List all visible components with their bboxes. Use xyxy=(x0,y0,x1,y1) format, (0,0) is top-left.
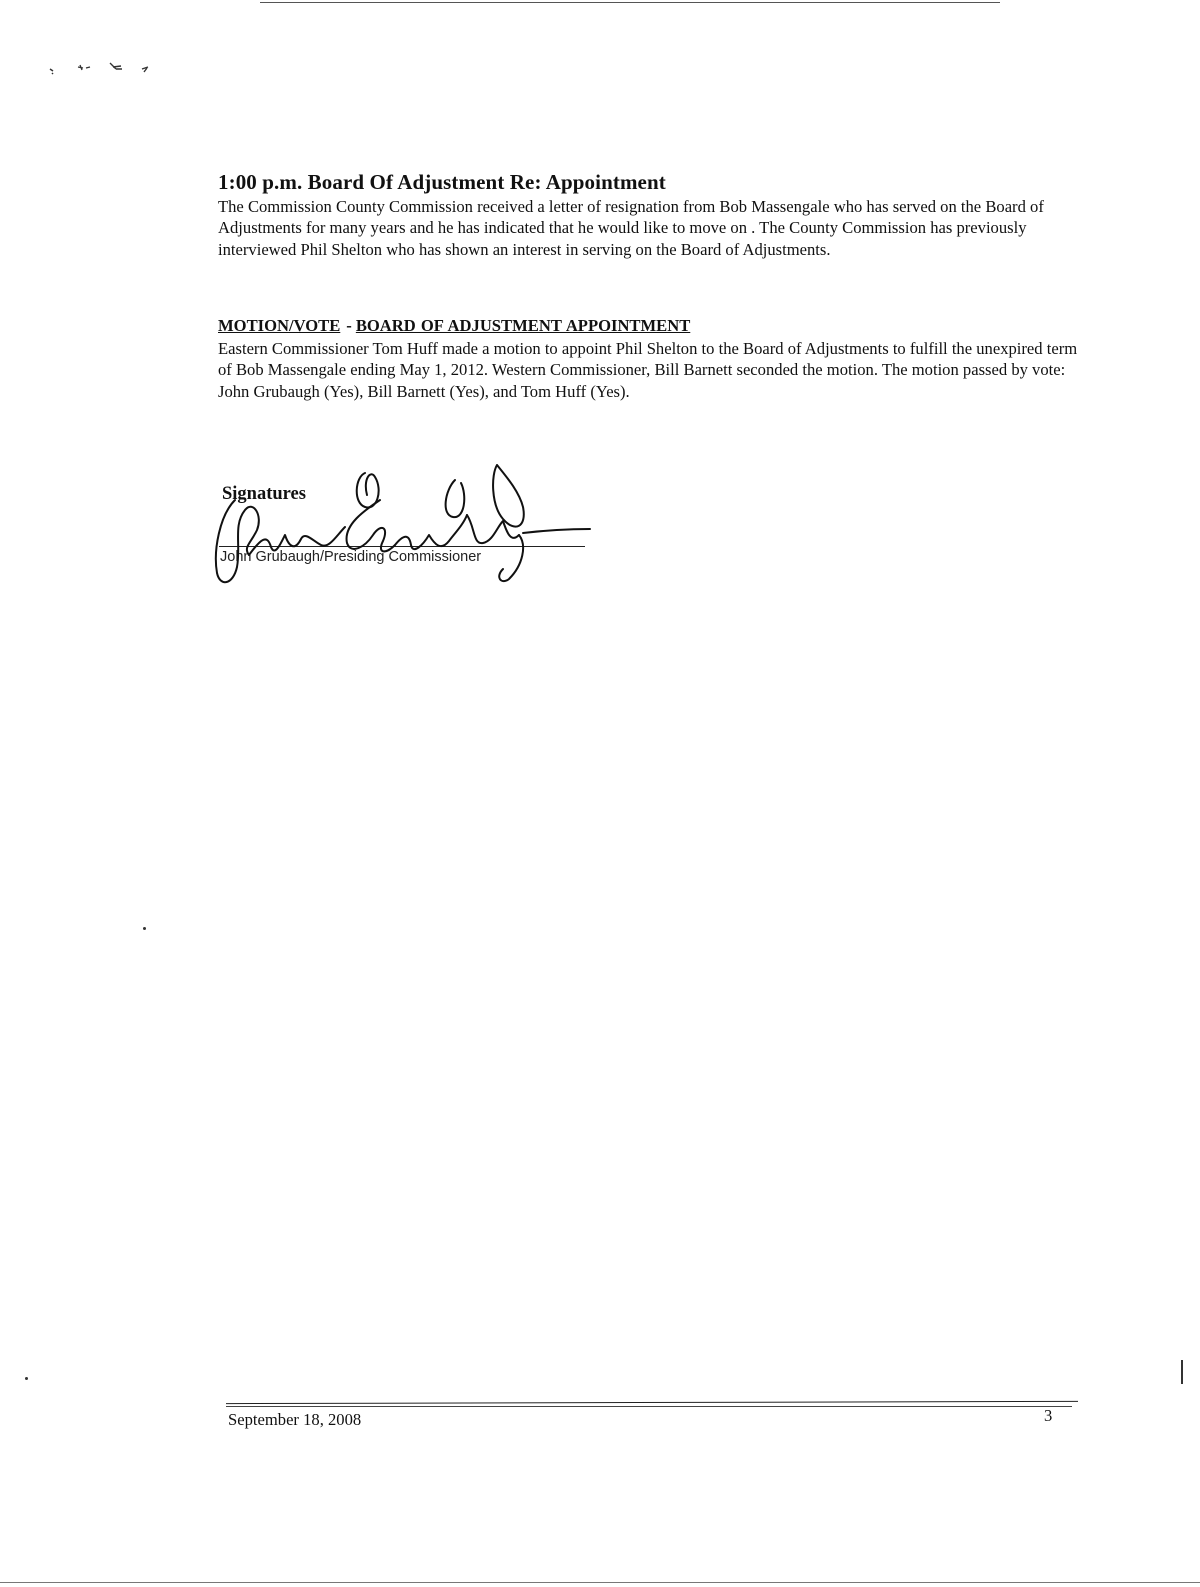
section-body: The Commission County Commission received a letter of resignation from Bob Massengale who has served on the Board of Adjustments for many years and he has indicated that he would like to move on . The County Commission has previously interviewed Phil Shelton who has shown an interest in serving on the Board of Adjustments. xyxy=(218,197,1044,259)
motion-heading xyxy=(218,316,690,336)
scan-edge-line xyxy=(260,2,1000,3)
signatures-label: Signatures xyxy=(222,484,306,504)
scan-dot xyxy=(25,1377,28,1380)
motion-heading-separator: - xyxy=(346,316,352,335)
signer-caption: John Grubaugh/Presiding Commissioner xyxy=(220,549,482,565)
scan-dot xyxy=(143,927,146,930)
scan-edge-mark xyxy=(1181,1360,1183,1384)
scan-artifact-marks xyxy=(30,55,170,85)
motion-body: Eastern Commissioner Tom Huff made a motion to appoint Phil Shelton to the Board of Adjustments to fulfill the unexpired term of Bob Massengale ending May 1, 2012. Western Commissioner, Bill Barnett seconded the motion. The motion passed by vote: John Grubaugh (Yes), Bill Barnett (Yes), and Tom Huff (Yes). xyxy=(218,339,1078,401)
page-number: 3 xyxy=(1044,1406,1053,1425)
footer-date: September 18, 2008 xyxy=(228,1410,362,1429)
scan-edge-line xyxy=(0,1582,1200,1583)
footer-rule xyxy=(226,1406,1072,1407)
footer-rule xyxy=(226,1401,1078,1404)
signature-line xyxy=(219,546,585,547)
motion-heading-right: BOARD OF ADJUSTMENT APPOINTMENT xyxy=(355,316,691,335)
section-title: 1:00 p.m. Board Of Adjustment Re: Appointment xyxy=(218,170,666,194)
motion-heading-left: MOTION/VOTE xyxy=(218,316,341,335)
handwritten-signature xyxy=(205,455,605,595)
